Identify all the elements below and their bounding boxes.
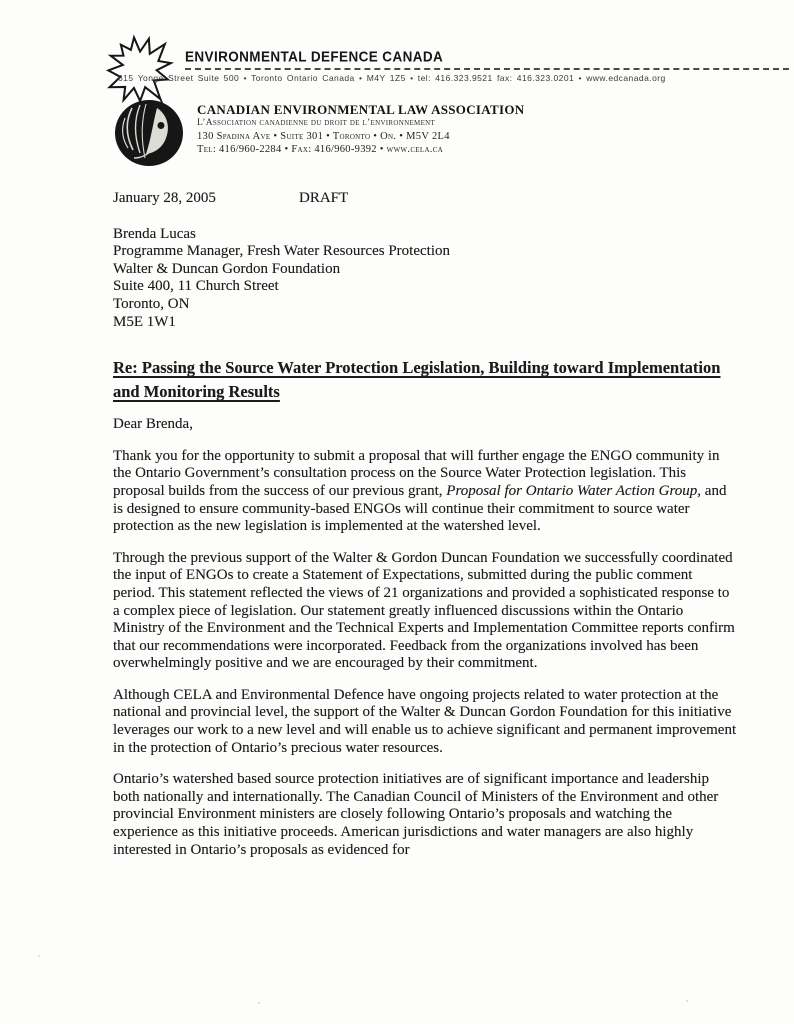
recipient-name: Brenda Lucas (113, 225, 196, 242)
paragraph-4: Ontario’s watershed based source protection initiatives are of significant importance and leadership both nationally and internationally. The Canadian Council of Ministers of the Environment and other provincial Environment ministers are closely following Ontario’s proposals and watching the experience as this initiative proceeds. American jurisdictions and water managers are also highly interested in Ontario’s proposals as evidenced for (113, 771, 719, 858)
dateline (113, 190, 737, 208)
edc-address-line: 615 Yonge Street Suite 500 • Toronto Ontario Canada • M4Y 1Z5 • tel: 416.323.9521 fax: 416.323.0201 • www.edcanada.org (118, 73, 666, 83)
cela-org-name-french: L’Association canadienne du droit de l’environnement (197, 118, 436, 128)
recipient-postal-code: M5E 1W1 (113, 313, 176, 330)
paragraph-1-text: Thank you for the opportunity to submit a proposal that will further engage the ENGO community in the Ontario Government’s consultation process on the Source Water Protection legislation. This proposal builds from the success of our previous grant, (113, 447, 720, 499)
letterhead-divider (185, 68, 789, 70)
scan-speckle (258, 1002, 260, 1004)
recipient-street: Suite 400, 11 Church Street (113, 278, 279, 295)
paragraph-1-italic-title: Proposal for Ontario Water Action Group (446, 482, 698, 499)
scan-speckle (686, 1000, 688, 1002)
letter-date: January 28, 2005 (113, 190, 216, 206)
cela-contact-line: Tel: 416/960-2284 • Fax: 416/960-9392 • www.cela.ca (197, 143, 444, 155)
scan-speckle (38, 955, 40, 957)
subject-line: Re: Passing the Source Water Protection Legislation, Building toward Implementation and Monitoring Results (113, 358, 721, 402)
letter-body (113, 190, 737, 873)
cela-address-line: 130 Spadina Ave • Suite 301 • Toronto • On. • M5V 2L4 (197, 130, 450, 142)
edc-org-name: ENVIRONMENTAL DEFENCE CANADA (185, 48, 444, 65)
salutation: Dear Brenda, (113, 416, 193, 433)
draft-label: DRAFT (299, 190, 349, 206)
paragraph-1 (113, 448, 737, 536)
recipient-title: Programme Manager, Fresh Water Resources Protection (113, 243, 450, 260)
recipient-address-block (113, 226, 737, 332)
recipient-organization: Walter & Duncan Gordon Foundation (113, 260, 341, 277)
paragraph-1-text-after: , and is designed to ensure community-based ENGOs will continue their commitment to source water protection as the new legislation is implemented at the watershed level. (113, 482, 727, 535)
paragraph-3: Although CELA and Environmental Defence have ongoing projects related to water protection at the national and provincial level, the support of the Walter & Duncan Gordon Foundation for this initiative leverages our work to a new level and will enable us to achieve significant and permanent improvement in the protection of Ontario’s precious water resources. (113, 686, 737, 756)
paragraph-2: Through the previous support of the Walter & Gordon Duncan Foundation we successfully coordinated the input of ENGOs to create a Statement of Expectations, submitted during the public comment period. This statement reflected the views of 21 organizations and provided a sophisticated response to a complex piece of legislation. Our statement greatly influenced discussions within the Ontario Ministry of the Environment and the Technical Experts and Implementation Committee reports confirm that our recommendations were incorporated. Feedback from the organizations involved has been overwhelmingly positive and we are encouraged by their commitment. (113, 549, 735, 672)
cela-org-name: CANADIAN ENVIRONMENTAL LAW ASSOCIATION (197, 102, 525, 117)
recipient-city: Toronto, ON (113, 295, 190, 312)
cela-emblem-icon (112, 98, 186, 169)
